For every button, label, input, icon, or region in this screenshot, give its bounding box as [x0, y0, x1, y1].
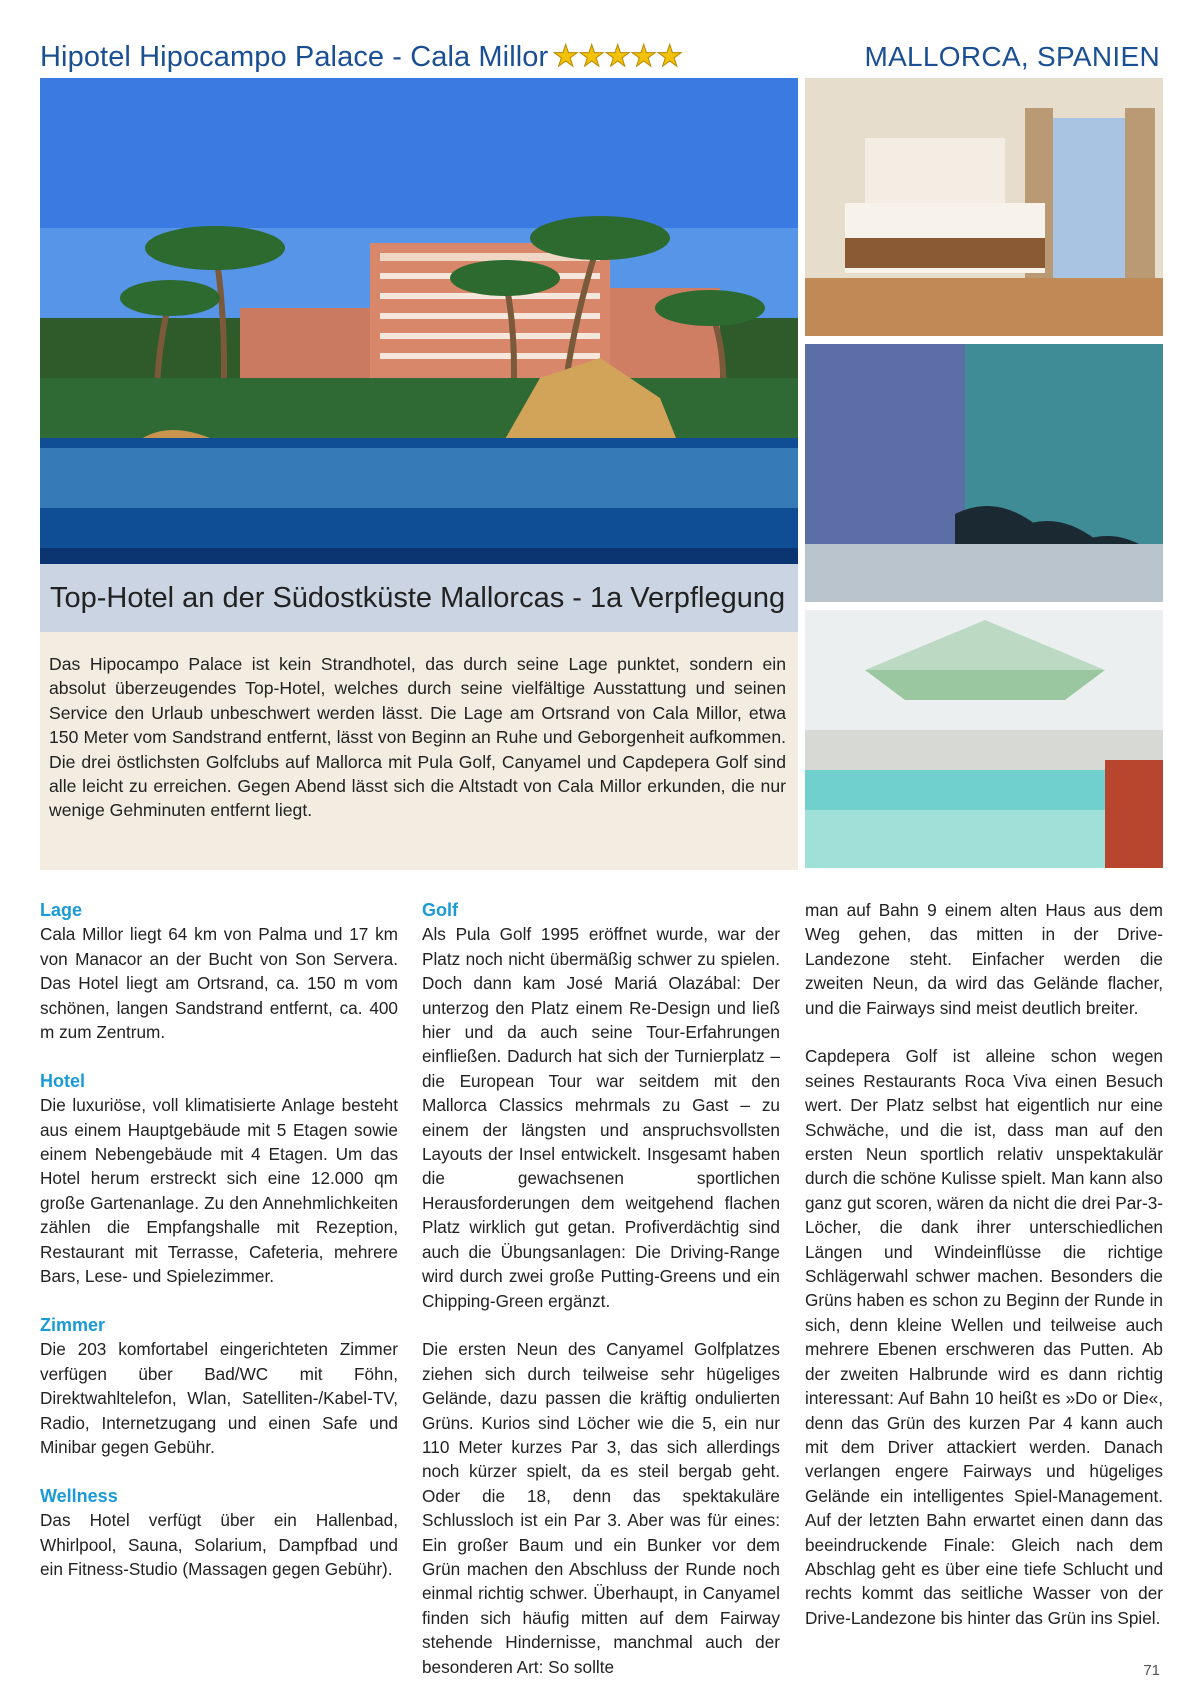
star-icon: ★ — [552, 40, 580, 73]
section-text-zimmer: Die 203 komfortabel eingerichteten Zimmer verfügen über Bad/WC mit Föhn, Direktwahltelefon, Wlan, Satelliten-/Kabel-TV, Radio, Internetzugang und einen Safe und Minibar gegen Gebühr. — [40, 1339, 398, 1457]
column-left — [40, 898, 398, 1581]
photo-indoor-pool — [805, 610, 1163, 868]
section-heading-lage: Lage — [40, 900, 83, 920]
star-rating — [552, 42, 682, 72]
golf-paragraph-canyamel: Die ersten Neun des Canyamel Golfplatzes ziehen sich durch teilweise sehr hügeliges Gelände, dazu passen die kräftig ondulierten Grüns. Kurios sind Löcher wie die 5, ein nur 110 Meter kurzes Par 3, das sich allerdings noch kürzer spielt, da es steil bergab geht. Oder die 18, denn das spektakuläre Schlussloch ist ein Par 3. Aber was für eines: Ein großer Baum und ein Bunker vor dem Grün machen den Abschluss der Runde noch einmal richtig schwer. Überhaupt, in Canyamel finden sich häufig mitten auf dem Fairway stehende Hindernisse, manchmal auch der besonderen Art: So sollte — [422, 1339, 780, 1677]
star-icon: ★ — [630, 40, 658, 73]
golf-paragraph-capdepera: Capdepera Golf ist alleine schon wegen seines Restaurants Roca Viva einen Besuch wert. Der Platz selbst hat eigentlich nur eine Schwäche, und die ist, dass man auf den ersten Neun sportlich relativ unspektakulär durch die schöne Kulisse spielt. Man kann also ganz gut scoren, wären da nicht die drei Par-3-Löcher, die dank ihrer unterschiedlichen Längen und Windeinflüsse die richtige Schlägerwahl schwer machen. Besonders die Grüns haben es schon zu Beginn der Runde in sich, denn kleine Wellen und teilweise auch mehrere Ebenen erschweren das Putten. Ab der zweiten Halbrunde wird es dann richtig interessant: Auf Bahn 10 heißt es »Do or Die«, denn das Grün des kurzen Par 4 kann auch mit dem Driver attackiert werden. Danach verlangen engere Fairways und hügeliges Gelände ein intelligentes Spiel-Management. Auf der letzten Bahn erwartet einen dann das beeindruckende Finale: Gleich nach dem Abschlag geht es über eine tiefe Schlucht und rechts kommt das seitliche Wasser von der Drive-Landezone bis hinter das Grün ins Spiel. — [805, 1046, 1163, 1628]
hero-illustration — [40, 78, 798, 632]
section-text-hotel: Die luxuriöse, voll klimatisierte Anlage besteht aus einem Hauptgebäude mit 5 Etagen sowie einem Nebengebäude mit 4 Etagen. Um das Hotel herum erstreckt sich eine 12.000 qm große Gartenanlage. Zu den Annehmlichkeiten zählen die Empfangshalle mit Rezeption, Restaurant mit Terrasse, Cafeteria, mehrere Bars, Lese- und Spielezimmer. — [40, 1095, 398, 1287]
region-label: MALLORCA, SPANIEN — [864, 41, 1160, 72]
intro-text: Das Hipocampo Palace ist kein Strandhotel, das durch seine Lage punktet, sondern ein absolut überzeugendes Top-Hotel, welches durch seine vielfältige Ausstattung und seinen Service den Urlaub unbeschwert werden lässt. Die Lage am Ortsrand von Cala Millor, etwa 150 Meter vom Sandstrand entfernt, lässt von Beginn an Ruhe und Geborgenheit aufkommen. Die drei östlichsten Golfclubs auf Mallorca mit Pula Golf, Canyamel und Capdepera Golf sind alle leicht zu erreichen. Gegen Abend lässt sich die Altstadt von Cala Millor erkunden, die nur wenige Gehminuten entfernt liegt. — [40, 632, 798, 870]
golf-paragraph-pula: Als Pula Golf 1995 eröffnet wurde, war der Platz noch nicht übermäßig schwer zu spielen. Doch dann kam José Mariá Olazábal: Der unterzog den Platz einem Re-Design und ließ hier und da auch seine Tour-Erfahrungen einfließen. Dadurch hat sich der Turnierplatz – die European Tour war seitdem mit den Mallorca Classics mehrmals zu Gast – zu einem der längsten und anspruchsvollsten Layouts der Insel entwickelt. Insgesamt haben die gewachsenen sportlichen Herausforderungen dem weitgehend flachen Platz wirklich gut getan. Profiverdächtig sind auch die Übungsanlagen: Die Driving-Range wird durch zwei große Putting-Greens und ein Chipping-Green ergänzt. — [422, 924, 780, 1311]
page-number: 71 — [1143, 1662, 1160, 1679]
section-text-lage: Cala Millor liegt 64 km von Palma und 17 km von Manacor an der Bucht von Son Servera. Das Hotel liegt am Ortsrand, ca. 150 m vom schönen, langen Sandstrand entfernt, ca. 400 m zum Zentrum. — [40, 924, 398, 1043]
golf-paragraph-canyamel-cont: man auf Bahn 9 einem alten Haus aus dem Weg gehen, das mitten in der Drive-Landezone steht. Einfacher werden die zweiten Neun, da wird das Gelände flacher, und die Fairways sind meist deutlich breiter. — [805, 900, 1163, 1018]
page-title — [40, 36, 682, 78]
star-icon: ★ — [604, 40, 632, 73]
hotel-name: Hipotel Hipocampo Palace - Cala Millor — [40, 40, 549, 73]
indoor-pool-illustration — [805, 610, 1163, 868]
column-middle — [422, 898, 780, 1679]
section-heading-zimmer: Zimmer — [40, 1314, 106, 1335]
section-heading-golf: Golf — [422, 900, 458, 920]
bedroom-illustration — [805, 78, 1163, 336]
section-heading-wellness: Wellness — [40, 1485, 118, 1506]
column-right — [805, 898, 1163, 1630]
hero-photo-pool — [40, 78, 798, 632]
hero-tagline: Top-Hotel an der Südostküste Mallorcas - 1a Verpflegung — [40, 564, 798, 632]
star-icon: ★ — [656, 40, 684, 73]
wellness-illustration — [805, 344, 1163, 602]
star-icon: ★ — [578, 40, 606, 73]
section-text-wellness: Das Hotel verfügt über ein Hallenbad, Whirlpool, Sauna, Solarium, Dampfbad und ein Fitness-Studio (Massagen gegen Gebühr). — [40, 1510, 398, 1579]
photo-bedroom — [805, 78, 1163, 336]
photo-wellness-area — [805, 344, 1163, 602]
section-heading-hotel: Hotel — [40, 1070, 85, 1091]
